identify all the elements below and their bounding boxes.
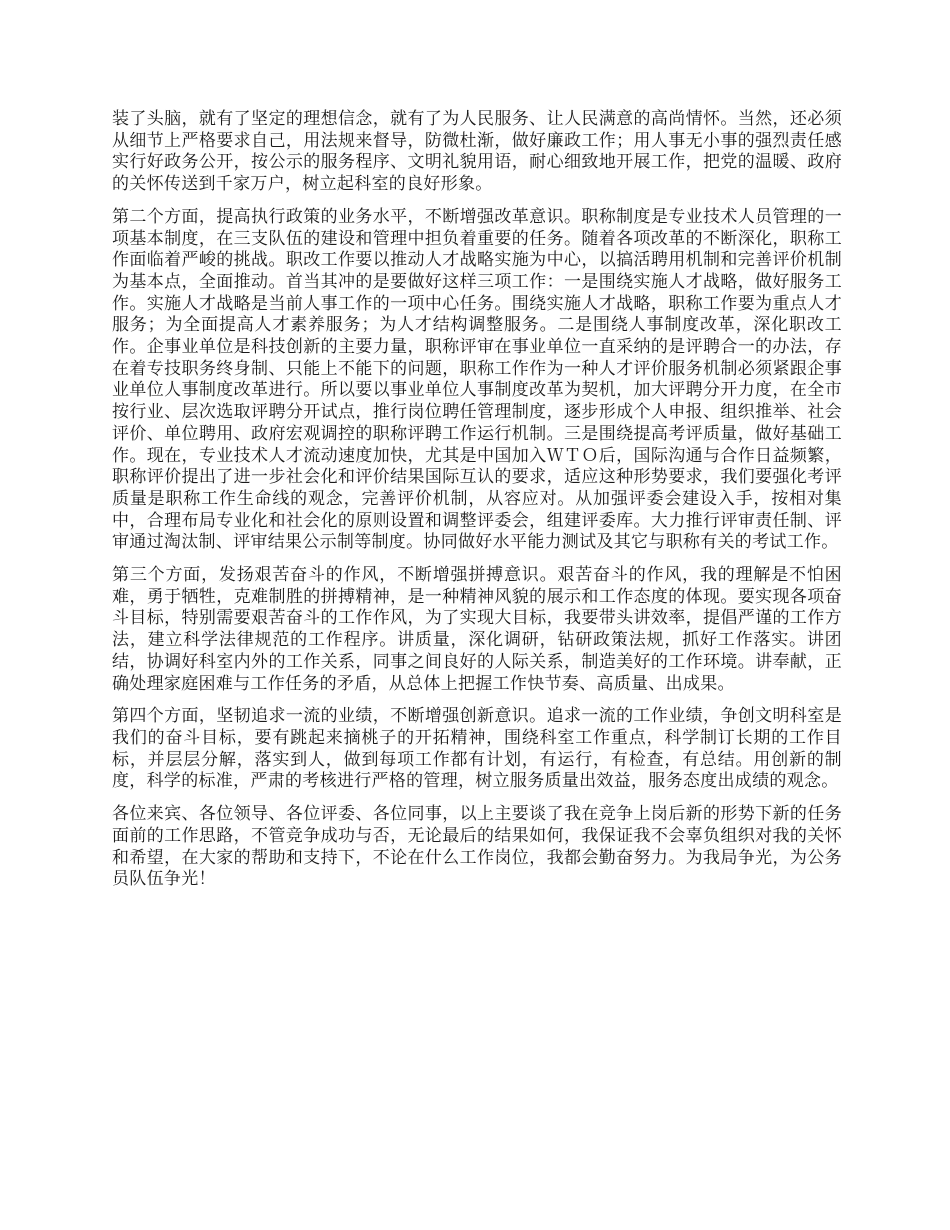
paragraph-4: 第四个方面，坚韧追求一流的业绩，不断增强创新意识。追求一流的工作业绩，争创文明科室是我们的奋斗目标，要有跳起来摘桃子的开拓精神，围绕科室工作重点，科学制订长期的工作目标，并层层分解，落实到人，做到每项工作都有计划，有运行，有检查，有总结。用创新的制度，科学的标准，严肃的考核进行严格的管理，树立服务质量出效益，服务态度出成绩的观念。 — [112, 706, 842, 792]
paragraph-5: 各位来宾、各位领导、各位评委、各位同事，以上主要谈了我在竞争上岗后新的形势下新的任务面前的工作思路，不管竞争成功与否，无论最后的结果如何，我保证我不会辜负组织对我的关怀和希望，在大家的帮助和支持下，不论在什么工作岗位，我都会勤奋努力。为我局争光，为公务员队伍争光！ — [112, 804, 842, 890]
document-body — [112, 109, 842, 902]
paragraph-1: 装了头脑，就有了坚定的理想信念，就有了为人民服务、让人民满意的高尚情怀。当然，还必须从细节上严格要求自己，用法规来督导，防微杜渐，做好廉政工作；用人事无小事的强烈责任感实行好政务公开，按公示的服务程序、文明礼貌用语，耐心细致地开展工作，把党的温暖、政府的关怀传送到千家万户，树立起科室的良好形象。 — [112, 109, 842, 195]
paragraph-3: 第三个方面，发扬艰苦奋斗的作风，不断增强拼搏意识。艰苦奋斗的作风，我的理解是不怕困难，勇于牺牲，克难制胜的拼搏精神，是一种精神风貌的展示和工作态度的体现。要实现各项奋斗目标，特别需要艰苦奋斗的工作作风，为了实现大目标，我要带头讲效率，提倡严谨的工作方法，建立科学法律规范的工作程序。讲质量，深化调研，钻研政策法规，抓好工作落实。讲团结，协调好科室内外的工作关系，同事之间良好的人际关系，制造美好的工作环境。讲奉献，正确处理家庭困难与工作任务的矛盾，从总体上把握工作快节奏、高质量、出成果。 — [112, 565, 842, 694]
paragraph-2: 第二个方面，提高执行政策的业务水平，不断增强改革意识。职称制度是专业技术人员管理的一项基本制度，在三支队伍的建设和管理中担负着重要的任务。随着各项改革的不断深化，职称工作面临着严峻的挑战。职改工作要以推动人才战略实施为中心，以搞活聘用机制和完善评价机制为基本点，全面推动。首当其冲的是要做好这样三项工作：一是围绕实施人才战略，做好服务工作。实施人才战略是当前人事工作的一项中心任务。围绕实施人才战略，职称工作要为重点人才服务；为全面提高人才素养服务；为人才结构调整服务。二是围绕人事制度改革，深化职改工作。企事业单位是科技创新的主要力量，职称评审在事业单位一直采纳的是评聘合一的办法，存在着专技职务终身制、只能上不能下的问题，职称工作作为一种人才评价服务机制必须紧跟企事业单位人事制度改革进行。所以要以事业单位人事制度改革为契机，加大评聘分开力度，在全市按行业、层次选取评聘分开试点，推行岗位聘任管理制度，逐步形成个人申报、组织推举、社会评价、单位聘用、政府宏观调控的职称评聘工作运行机制。三是围绕提高考评质量，做好基础工作。现在，专业技术人才流动速度加快，尤其是中国加入ＷＴＯ后，国际沟通与合作日益频繁，职称评价提出了进一步社会化和评价结果国际互认的要求，适应这种形势要求，我们要强化考评质量是职称工作生命线的观念，完善评价机制，从容应对。从加强评委会建设入手，按相对集中，合理布局专业化和社会化的原则设置和调整评委会，组建评委库。大力推行评审责任制、评审通过淘汰制、评审结果公示制等制度。协同做好水平能力测试及其它与职称有关的考试工作。 — [112, 206, 842, 553]
